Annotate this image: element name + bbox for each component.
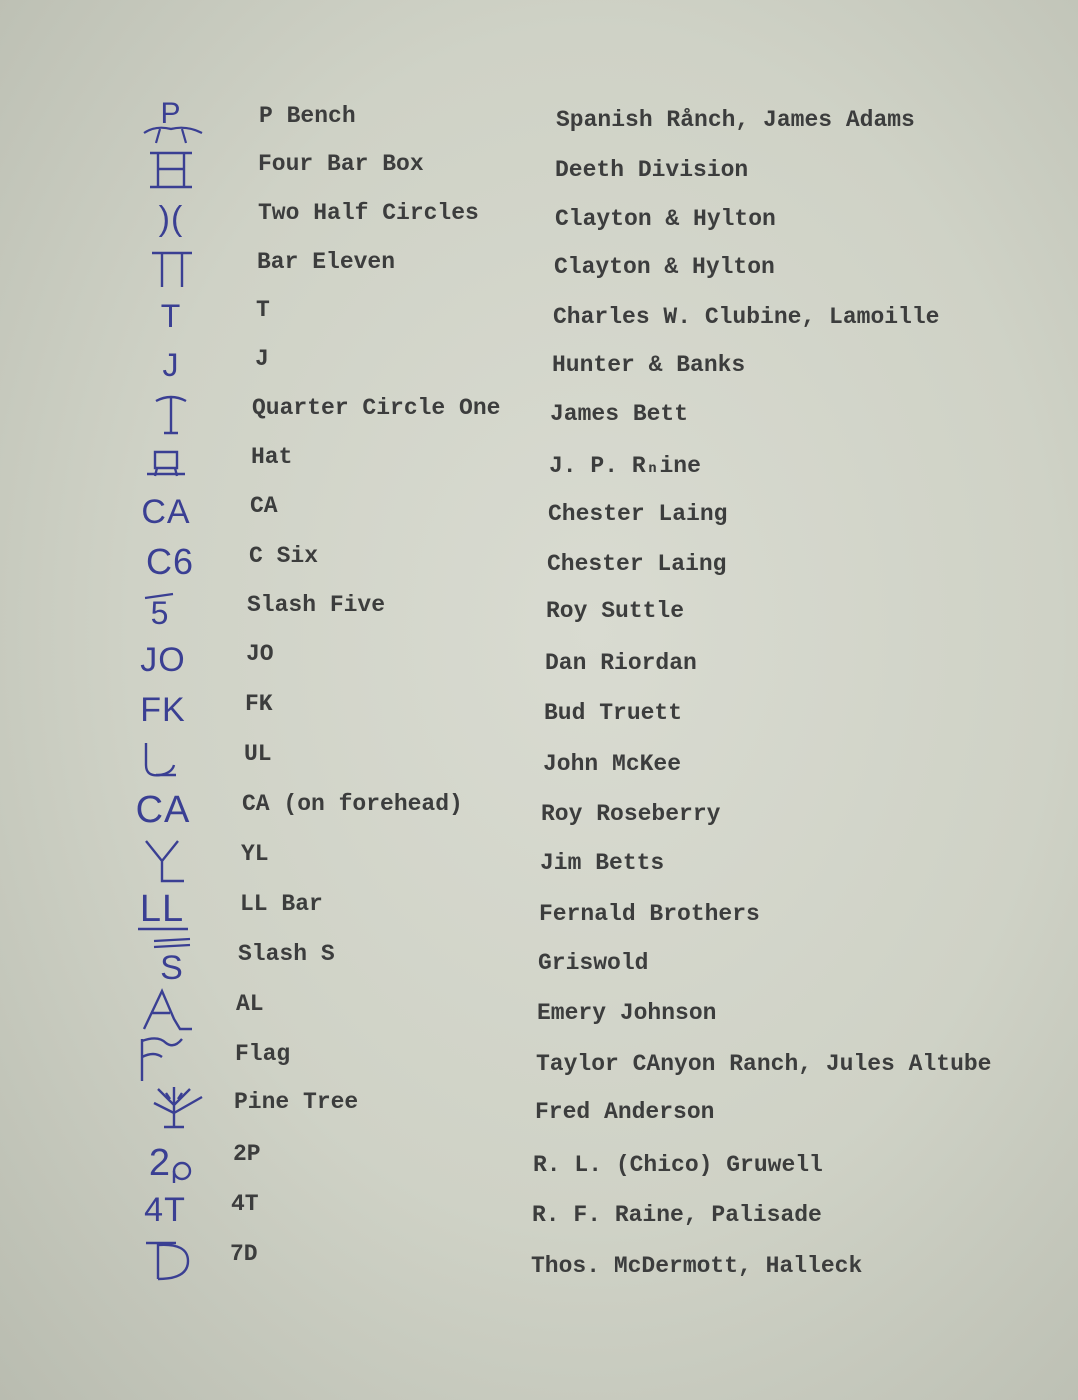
brand-row (0, 685, 1078, 735)
brand-row (0, 1135, 1078, 1185)
hat-brand-icon (121, 438, 211, 488)
brand-row (0, 586, 1078, 636)
c-six-brand-icon: C6 (145, 541, 195, 582)
brand-name: JO (246, 641, 274, 667)
j-brand-icon: J (162, 346, 180, 383)
brand-row (0, 635, 1078, 685)
brand-owner: Spanish Rånch, James Adams (556, 107, 915, 133)
brand-row (0, 194, 1078, 244)
ca-brand-icon: CA (141, 492, 191, 531)
brand-owner: Charles W. Clubine, Lamoille (553, 304, 940, 330)
brand-row (0, 985, 1078, 1035)
brand-name: 4T (231, 1191, 259, 1217)
brand-name: CA (250, 493, 278, 519)
brand-name: T (256, 297, 270, 323)
brand-name: FK (245, 691, 273, 717)
brand-name: P Bench (259, 103, 356, 129)
brand-row (0, 537, 1078, 587)
brand-name: Four Bar Box (258, 151, 424, 177)
two-p-brand-icon (126, 1135, 216, 1185)
brand-owner: Roy Suttle (546, 598, 685, 624)
ca-forehead-brand-icon: CA (135, 788, 191, 831)
brand-row (0, 1035, 1078, 1085)
brand-letter: 5 (150, 595, 170, 631)
brand-name: Hat (251, 444, 293, 470)
brand-owner: Dan Riordan (545, 650, 697, 676)
brand-owner: Chester Laing (547, 551, 727, 577)
seven-d-brand-icon (122, 1235, 212, 1285)
brand-name: Flag (235, 1041, 291, 1067)
fk-brand-icon: FK (140, 690, 186, 729)
ul-brand-icon (114, 735, 204, 785)
brand-row (0, 785, 1078, 835)
brand-name: C Six (249, 543, 319, 569)
brand-row (0, 291, 1078, 341)
brand-owner: John McKee (543, 751, 682, 777)
brand-name: UL (244, 741, 272, 767)
ll-bar-brand-icon (118, 885, 208, 935)
bar-eleven-brand-icon (126, 243, 216, 293)
brand-owner: Emery Johnson (537, 1000, 717, 1026)
brand-owner: Taylor CAnyon Ranch, Jules Altube (536, 1051, 992, 1077)
brand-name: CA (on forehead) (242, 791, 463, 817)
brand-name: 7D (230, 1241, 258, 1267)
brand-name: Quarter Circle One (252, 395, 501, 421)
brand-owner: Thos. McDermott, Halleck (531, 1253, 863, 1279)
brand-name: Slash S (238, 941, 335, 967)
quarter-circle-one-brand-icon (126, 389, 216, 439)
brand-letter: P (160, 97, 182, 130)
brand-letter: S (160, 949, 184, 985)
brand-owner: Hunter & Banks (552, 352, 746, 378)
brand-owner: Chester Laing (548, 501, 728, 527)
brand-owner: Clayton & Hylton (554, 254, 775, 280)
brand-row (0, 389, 1078, 439)
brand-name: Two Half Circles (258, 200, 479, 226)
slash-s-brand-icon (126, 935, 216, 985)
brand-letter: UL (114, 735, 118, 736)
brand-owner: Griswold (538, 950, 649, 976)
t-brand-icon: T (160, 297, 182, 334)
brand-owner: Clayton & Hylton (555, 206, 776, 232)
brand-name: Pine Tree (234, 1089, 359, 1115)
pine-tree-brand-icon (130, 1083, 220, 1133)
p-bench-brand-icon (126, 97, 216, 147)
jo-brand-icon: JO (140, 640, 186, 679)
brand-row (0, 885, 1078, 935)
yl-brand-icon (118, 835, 208, 885)
brand-row (0, 97, 1078, 147)
brand-row (0, 487, 1078, 537)
brand-row (0, 1235, 1078, 1285)
brand-owner: R. F. Raine, Palisade (532, 1202, 822, 1228)
brand-row (0, 1083, 1078, 1133)
four-bar-box-brand-icon (126, 145, 216, 195)
brand-row (0, 735, 1078, 785)
brand-row (0, 1185, 1078, 1235)
brand-row (0, 145, 1078, 195)
brand-row (0, 243, 1078, 293)
two-half-circles-brand-icon: )( (158, 199, 184, 238)
brand-letter: 2 (148, 1142, 172, 1184)
flag-brand-icon (116, 1035, 206, 1085)
brand-name: Slash Five (247, 592, 386, 618)
brand-name: J (255, 346, 269, 372)
brand-owner: Bud Truett (544, 700, 683, 726)
brand-name: Bar Eleven (257, 249, 396, 275)
brand-owner: Jim Betts (540, 850, 665, 876)
slash-five-brand-icon (115, 586, 205, 636)
brand-row (0, 340, 1078, 390)
brand-owner: R. L. (Chico) Gruwell (533, 1152, 823, 1178)
brand-name: 2P (233, 1141, 261, 1167)
brand-owner: J. P. Rₙine (549, 453, 701, 479)
al-brand-icon (120, 985, 210, 1035)
p-bench-brand-icon-svg (126, 97, 216, 147)
brand-name: YL (241, 841, 269, 867)
brand-row (0, 835, 1078, 885)
brand-row (0, 935, 1078, 985)
brand-owner: Fred Anderson (535, 1099, 715, 1125)
brand-name: LL Bar (240, 891, 323, 917)
brand-name: AL (236, 991, 264, 1017)
brand-owner: Deeth Division (555, 157, 749, 183)
brand-owner: James Bett (550, 401, 689, 427)
brand-row (0, 438, 1078, 488)
four-t-brand-icon: 4T (144, 1190, 186, 1229)
brand-owner: Fernald Brothers (539, 901, 760, 927)
brand-owner: Roy Roseberry (541, 801, 721, 827)
brand-letter: LL (139, 888, 185, 930)
